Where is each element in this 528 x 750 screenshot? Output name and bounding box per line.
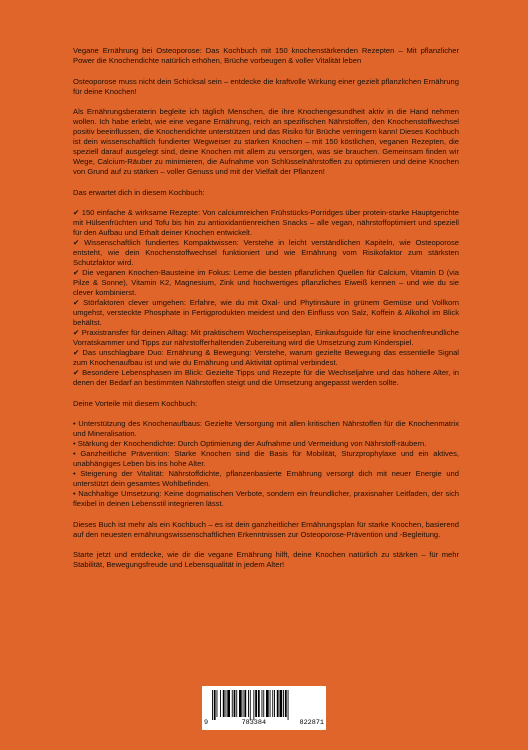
barcode-left-group: 783384: [241, 719, 267, 727]
intro-paragraph: Vegane Ernährung bei Osteoporose: Das Kochbuch mit 150 knochenstärkenden Rezepten – Mit pflanzlicher Power die Knochendichte natürlich erhöhen, Brüche vorbeugen & voller Vitalität leben: [73, 46, 459, 65]
barcode-bar: [234, 690, 236, 717]
barcode-bar: [274, 690, 275, 717]
barcode-bar: [255, 690, 257, 717]
barcode-bar: [239, 690, 242, 717]
barcode-bar: [277, 690, 279, 717]
barcode-bar: [280, 690, 283, 717]
barcode-bar: [272, 690, 273, 717]
closing-paragraph: Starte jetzt und entdecke, wie dir die vegane Ernährung hilft, deine Knochen natürlich zu stärken – für mehr Stabilität, Bewegungsfreude und Lebensqualität in jedem Alter!: [73, 550, 459, 569]
barcode-bar: [266, 690, 269, 717]
barcode-bar: [232, 690, 233, 717]
barcode-bar: [226, 690, 227, 717]
barcode-first-digit: 9: [204, 719, 209, 727]
benefits-heading: Deine Vorteile mit diesem Kochbuch:: [73, 398, 198, 408]
barcode-bar: [263, 690, 264, 717]
expect-list: [73, 208, 459, 388]
barcode-bar: [243, 690, 244, 717]
barcode-right-group: 822871: [299, 719, 324, 727]
isbn-barcode: [202, 686, 326, 730]
barcode-bar: [244, 690, 246, 717]
barcode-bar: [258, 690, 260, 717]
benefit-item: • Ganzheitliche Prävention: Starke Knochen sind die Basis für Mobilität, Sturzprophylaxe und ein aktives, unabhängiges Leben bis ins hohe Alter.: [73, 449, 459, 468]
blurb-text: [73, 46, 459, 581]
barcode-bar: [217, 690, 218, 717]
tagline-paragraph: Osteoporose muss nicht dein Schicksal sein – entdecke die kraftvolle Wirkung einer gezielt pflanzlichen Ernährung für deine Knochen!: [73, 76, 459, 96]
barcode-bar: [236, 690, 237, 717]
summary-paragraph: Dieses Buch ist mehr als ein Kochbuch – es ist dein ganzheitlicher Ernährungsplan für starke Knochen, basierend auf den neuesten ernährungswissenschaftlichen Erkenntnissen zur Osteoporose-Prävention und -Begleitung.: [73, 519, 459, 539]
barcode-bar: [270, 690, 271, 717]
benefit-item: • Steigerung der Vitalität: Nährstoffdichte, pflanzenbasierte Ernährung versorgt dich mit neuer Energie und unterstützt dein gesamtes Wohlbefinden.: [73, 469, 459, 488]
benefit-item: • Nachhaltige Umsetzung: Keine dogmatischen Verbote, sondern ein freundlicher, praxisnaher Leitfaden, der sich flexibel in deinen Lebensstil integrieren lässt.: [73, 489, 459, 508]
barcode-bar: [220, 690, 221, 717]
barcode-bar: [223, 690, 225, 717]
barcode-bar: [227, 690, 230, 717]
expect-heading: Das erwartet dich in diesem Kochbuch:: [73, 187, 205, 197]
benefit-item: • Stärkung der Knochendichte: Durch Optimierung der Aufnahme und Vermeidung von Nährstoff-räubern.: [73, 439, 427, 448]
barcode-bar: [248, 690, 249, 717]
barcode-bar: [288, 690, 289, 720]
expect-item: ✔ Wissenschaftlich fundiertes Kompaktwissen: Verstehe in leicht verständlichen Kapiteln, wie Osteoporose entsteht, wie dein Knochenstoffwechsel funktioniert und wie Ernährung vom Risikofaktor zum stärksten Schutzfaktor wird.: [73, 238, 459, 267]
barcode-bar: [285, 690, 287, 717]
expect-item: ✔ Das unschlagbare Duo: Ernährung & Bewegung: Verstehe, warum gezielte Bewegung das essentielle Signal zum Knochenaufbau ist und wie du Ernährung und Aktivität optimal verbindest.: [73, 348, 459, 367]
expect-item: ✔ 150 einfache & wirksame Rezepte: Von calciumreichen Frühstücks-Porridges über protein-starke Hauptgerichte mit Hülsenfrüchten und Tofu bis hin zu antioxidantienreichen Snacks – alle vegan, nährstoffoptimiert und speziell für den Aufbau und Erhalt deiner Knochen entwickelt.: [73, 208, 459, 237]
benefit-item: • Unterstützung des Knochenaufbaus: Gezielte Versorgung mit allen kritischen Nährstoffen für die Knochenmatrix und Mineralisation.: [73, 419, 459, 438]
expect-item: ✔ Störfaktoren clever umgehen: Erfahre, wie du mit Oxal- und Phytinsäure in grünem Gemüse und Vollkorn umgehst, versteckte Phosphate in Fertigprodukten meidest und den Einfluss von Salz, Koffein & Alkohol im Blick behältst.: [73, 298, 459, 327]
expect-item: ✔ Die veganen Knochen-Bausteine im Fokus: Lerne die besten pflanzlichen Quellen für Calcium, Vitamin D (via Pilze & Sonne), Vitamin K2, Magnesium, Zink und hochwertiges pflanzliches Eiweiß kennen – und wie du sie clever kombinierst.: [73, 268, 459, 297]
barcode-bar: [212, 690, 213, 720]
barcode-bar: [250, 690, 251, 720]
barcode-bar: [283, 690, 284, 717]
expect-item: ✔ Besondere Lebensphasen im Blick: Gezielte Tipps und Rezepte für die Wechseljahre und das höhere Alter, in denen der Bedarf an bestimmten Nährstoffen steigt und die Umsetzung angepasst werden sollte.: [73, 368, 459, 387]
barcode-bar: [253, 690, 254, 720]
about-paragraph: Als Ernährungsberaterin begleite ich täglich Menschen, die ihre Knochengesundheit aktiv in die Hand nehmen wollen. Ich habe erlebt, wie eine vegane Ernährung, reich an spezifischen Nährstoffen, den Knochenstoffwechsel positiv beeinflussen, die Knochendichte unterstützen und das Risiko für Brüche verringern kann! Dieses Kochbuch ist dein wissenschaftlich fundierter Wegweiser zu starken Knochen – mit 150 köstlichen, veganen Rezepten, die speziell darauf ausgelegt sind, deine Knochen mit allem zu versorgen, was sie brauchen. Gemeinsam finden wir Wege, Calcium-Räuber zu minimieren, die Aufnahme von Schlüsselnährstoffen zu optimieren und deine Knochen von Grund auf zu stärken – voller Genuss und mit der Vielfalt der Pflanzen!: [73, 107, 459, 176]
barcode-digits: [204, 719, 324, 727]
barcode-bar: [214, 690, 216, 720]
benefits-list: [73, 419, 459, 509]
barcode-bars: [210, 690, 318, 720]
barcode-bar: [262, 690, 263, 717]
expect-item: ✔ Praxistransfer für deinen Alltag: Mit praktischem Wochenspeiseplan, Einkaufsguide für eine knochenfreundliche Vorratskammer und Tipps zur nährstofferhaltenden Zubereitung wird die Umsetzung zum Kinderspiel.: [73, 328, 459, 347]
